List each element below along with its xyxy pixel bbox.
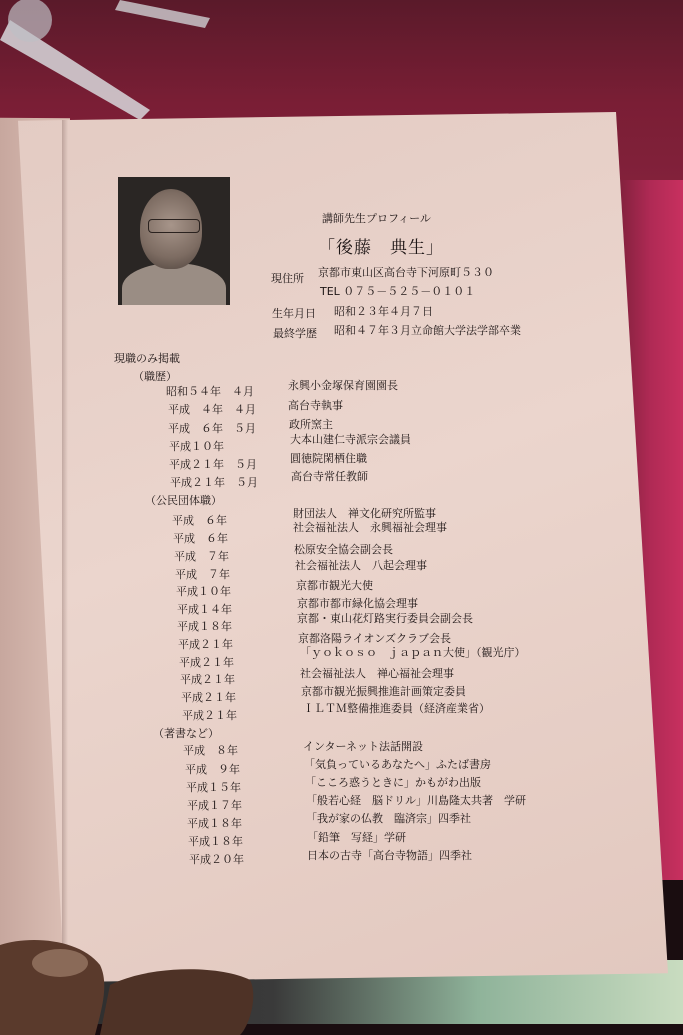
entry-text: 「我が家の仏教 臨済宗」四季社: [306, 812, 471, 825]
entry-text: 圓徳院閑栖住職: [290, 452, 367, 465]
entry-date: 平成 ４年 ４月: [168, 403, 256, 416]
entry-date: 平成 ７年: [174, 550, 229, 563]
entry-text: 高台寺執事: [288, 399, 343, 412]
entry-date: 平成２１年 ５月: [170, 476, 258, 489]
entry-text: 「鉛筆 写経」学研: [307, 831, 406, 844]
phone-number: TEL ０７５－５２５－０１０１: [320, 285, 476, 298]
entry-date: 平成 ６年: [173, 532, 228, 545]
birth-label: 生年月日: [272, 307, 316, 320]
entry-text: 高台寺常任教師: [291, 470, 368, 483]
entry-date: 平成１８年: [188, 835, 243, 848]
education-label: 最終学歴: [273, 327, 317, 340]
entry-text: 政所窯主: [289, 418, 333, 431]
entry-date: 平成１４年: [177, 603, 232, 616]
entry-text: 京都市観光大使: [296, 579, 373, 592]
entry-date: 平成１７年: [187, 799, 242, 812]
entry-text: 京都市観光振興推進計画策定委員: [301, 685, 466, 698]
entry-date: 平成 ９年: [185, 763, 240, 776]
entry-date: 平成２１年: [178, 638, 233, 651]
entry-date: 平成２１年: [181, 691, 236, 704]
section-title-public: （公民団体職）: [145, 494, 222, 507]
entry-date: 平成１８年: [187, 817, 242, 830]
entry-date: 昭和５４年 ４月: [166, 385, 254, 398]
entry-date: 平成１０年: [176, 585, 231, 598]
entry-text: 社会福祉法人 八起会理事: [295, 559, 427, 572]
profile-caption: 講師先生プロフィール: [322, 212, 431, 225]
entry-text: 京都市都市緑化協会理事: [297, 597, 418, 610]
entry-date: 平成 ７年: [175, 568, 230, 581]
entry-text: 「気負っているあなたへ」ふたば書房: [304, 758, 491, 771]
address-value: 京都市東山区高台寺下河原町５３０: [318, 266, 494, 279]
entry-text: 社会福祉法人 永興福祉会理事: [293, 521, 447, 534]
education-value: 昭和４７年３月立命館大学法学部卒業: [334, 324, 521, 337]
entry-text: 「般若心経 脳ドリル」川島隆太共著 学研: [306, 794, 526, 807]
entry-date: 平成１８年: [177, 620, 232, 633]
entry-date: 平成 ６年: [172, 514, 227, 527]
entry-date: 平成２１年: [182, 709, 237, 722]
entry-date: 平成２１年 ５月: [169, 458, 257, 471]
entry-text: インターネット法話開設: [303, 740, 424, 753]
fan-blade: [0, 0, 220, 130]
entry-text: 大本山建仁寺派宗会議員: [290, 433, 411, 446]
entry-text: 「ｙｏｋｏｓｏ ｊａｐａｎ大使」（観光庁）: [300, 646, 526, 659]
entry-date: 平成 ６年 ５月: [168, 422, 256, 435]
birth-value: 昭和２３年４月７日: [334, 305, 433, 318]
section-title-career: （職歴）: [133, 370, 177, 383]
page-fold: [62, 120, 68, 970]
section-title-books: （著書など）: [153, 727, 219, 740]
entry-date: 平成２１年: [179, 656, 234, 669]
entry-date: 平成１５年: [186, 781, 241, 794]
entry-text: 永興小金塚保育園園長: [288, 379, 398, 392]
entry-text: 財団法人 禅文化研究所監事: [293, 507, 436, 520]
entry-text: 「こころ惑うときに」かもがわ出版: [305, 776, 481, 789]
entry-date: 平成２０年: [189, 853, 244, 866]
entry-text: 日本の古寺「高台寺物語」四季社: [307, 849, 472, 862]
entry-text: ＩＬＴＭ整備推進委員（経済産業省）: [303, 702, 490, 715]
entry-text: 京都洛陽ライオンズクラブ会長: [298, 632, 452, 645]
entry-text: 京都・東山花灯路実行委員会副会長: [297, 612, 473, 625]
entry-date: 平成２１年: [180, 673, 235, 686]
entry-date: 平成 ８年: [183, 744, 238, 757]
teacher-name: 「後藤 典生」: [318, 238, 444, 258]
address-label: 現住所: [271, 272, 304, 285]
portrait-photo: [118, 177, 230, 305]
entry-text: 社会福祉法人 禅心福祉会理事: [300, 667, 454, 680]
entry-text: 松原安全協会副会長: [294, 543, 393, 556]
holding-hand: [0, 935, 260, 1035]
current-positions-note: 現職のみ掲載: [114, 352, 180, 365]
entry-date: 平成１０年: [169, 440, 224, 453]
